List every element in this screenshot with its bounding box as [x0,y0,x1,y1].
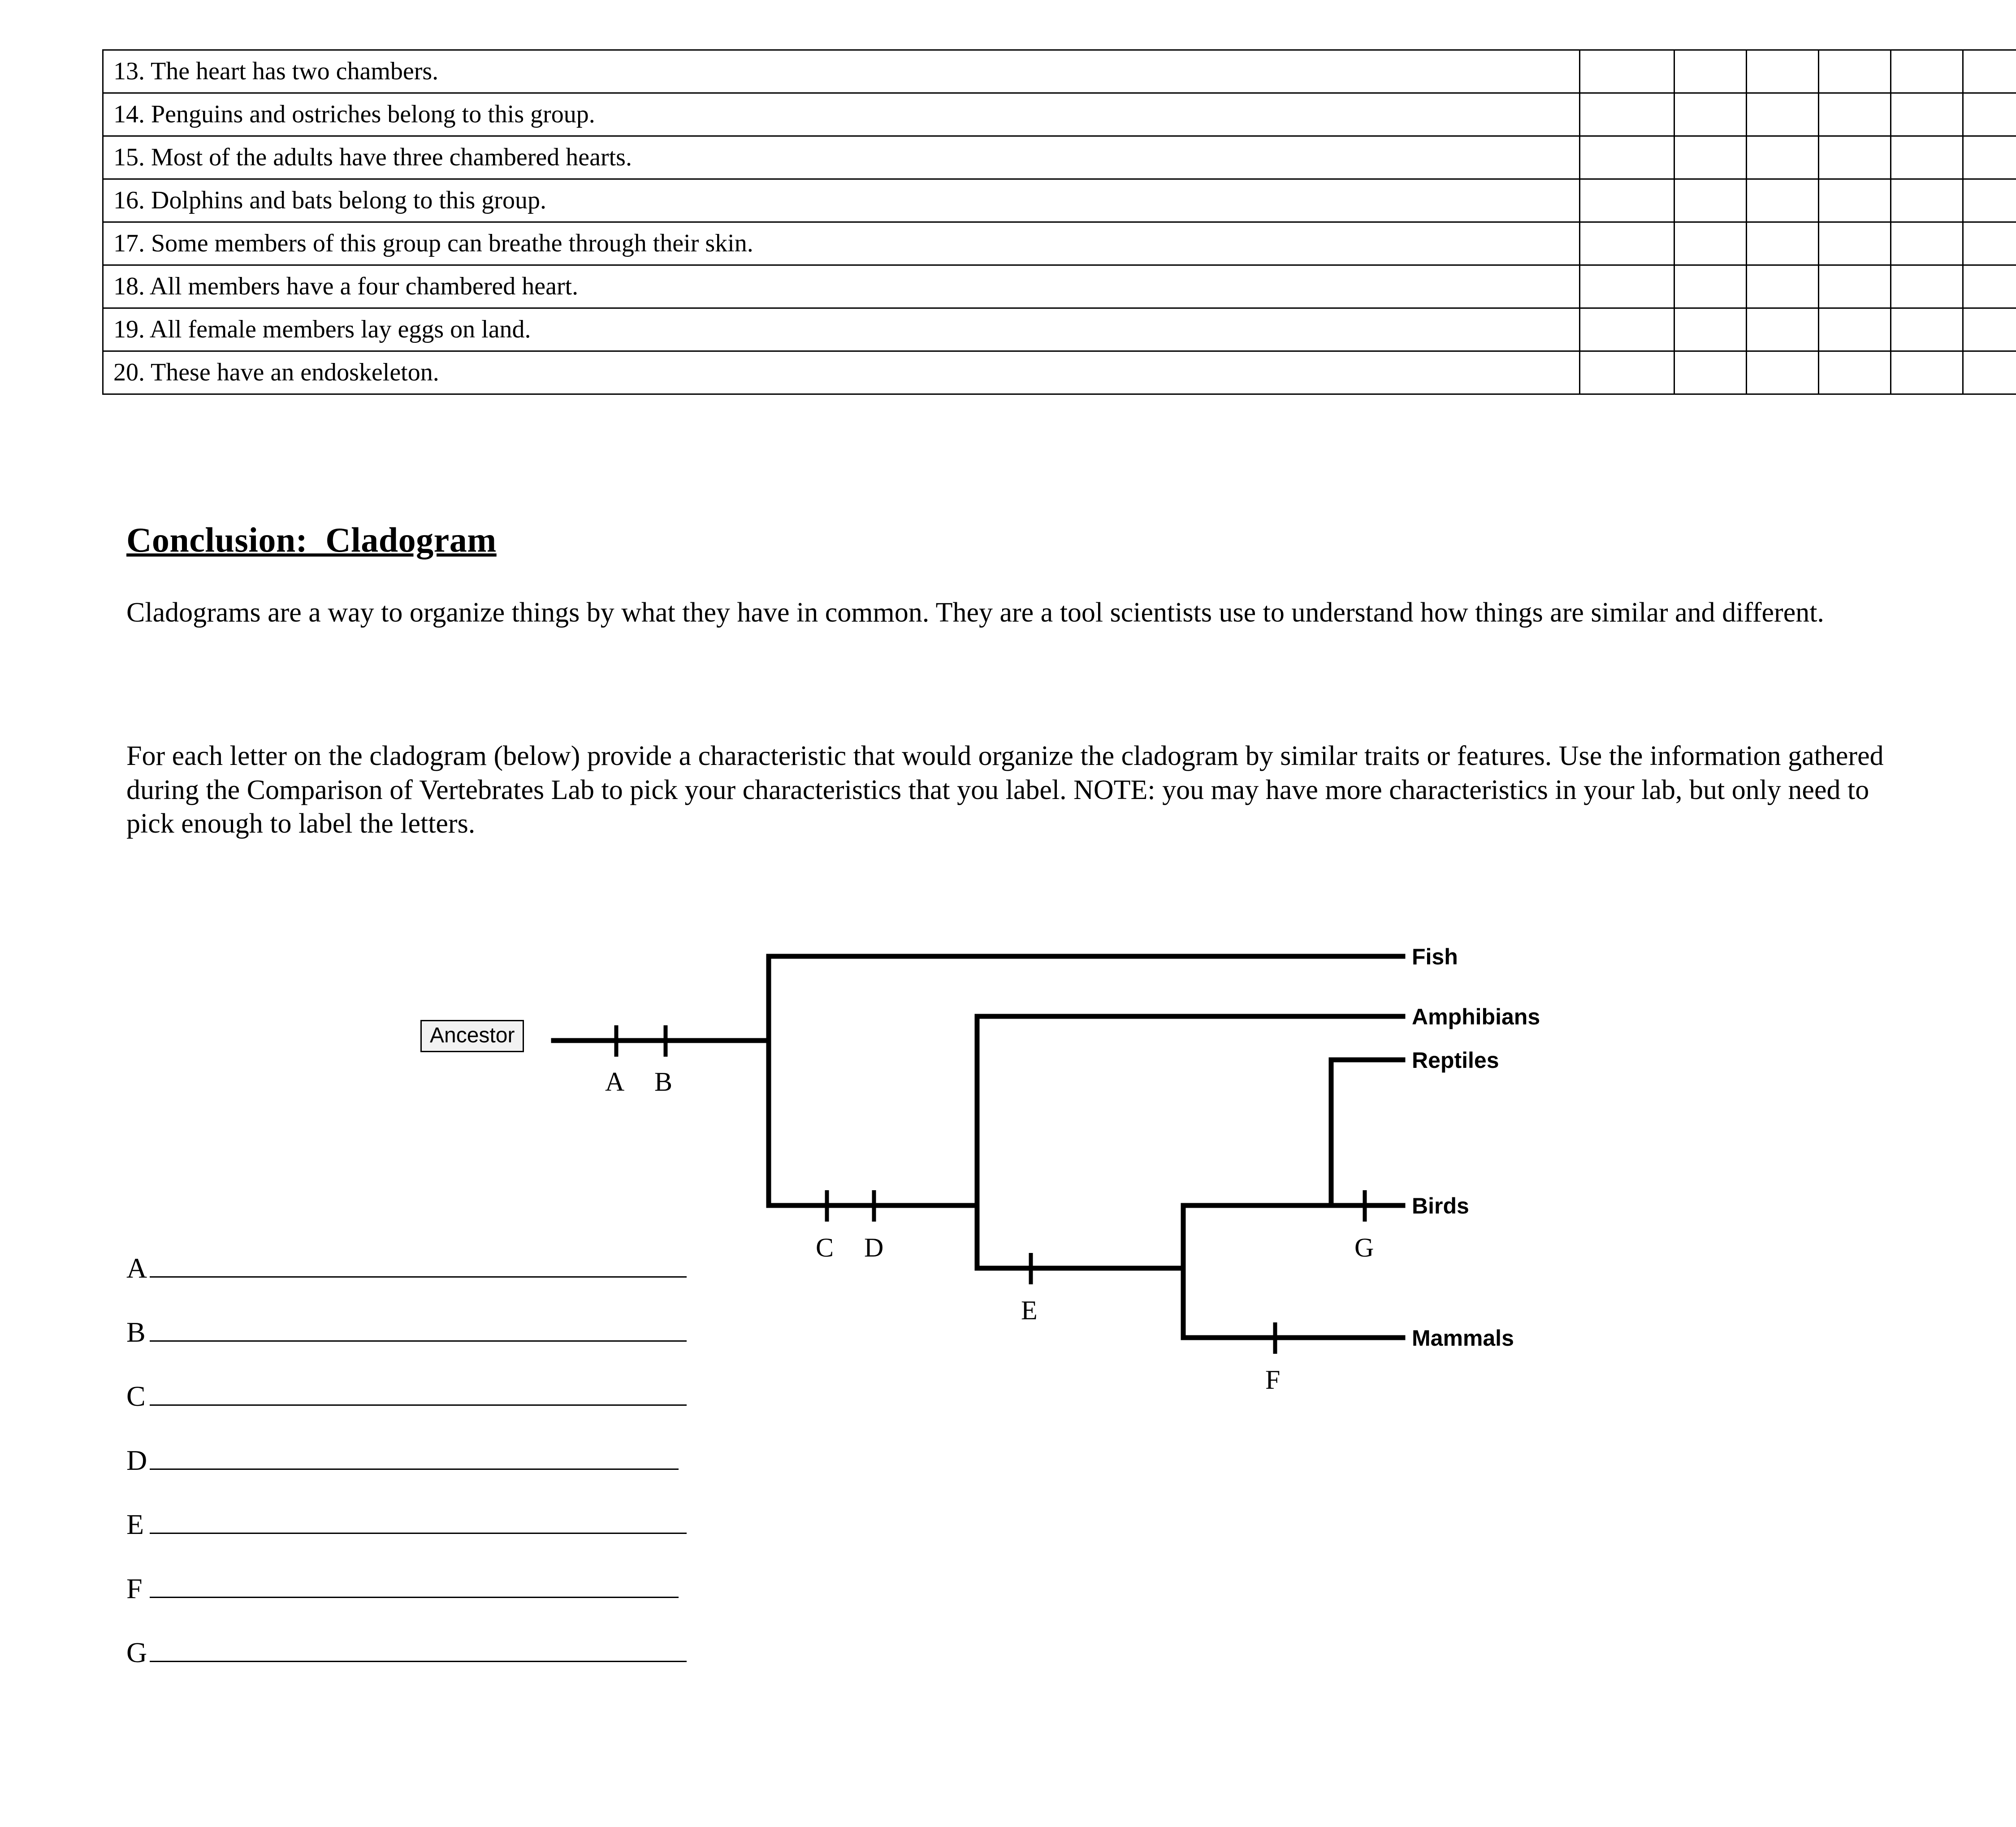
checkbox-cell[interactable] [1819,179,1891,222]
node-letter-b: B [654,1067,673,1097]
checkbox-cell[interactable] [1963,351,2016,394]
checkbox-cell[interactable] [1674,351,1747,394]
checkbox-cell[interactable] [1747,50,1819,93]
checkbox-cell[interactable] [1819,50,1891,93]
node-letter-g: G [1354,1233,1374,1262]
statement-cell: 19. All female members lay eggs on land. [103,308,1580,351]
checkbox-cell[interactable] [1891,308,1963,351]
checkbox-cell[interactable] [1891,351,1963,394]
statement-cell: 17. Some members of this group can breathe through their skin. [103,222,1580,265]
table-row [103,136,2016,179]
ancestor-node-label: Ancestor [420,1020,524,1052]
answer-input-c[interactable] [150,1378,687,1406]
tip-label-birds: Birds [1412,1193,1469,1218]
answer-label-e: E [126,1508,144,1540]
table-row [103,308,2016,351]
checkbox-cell[interactable] [1819,222,1891,265]
checkbox-cell[interactable] [1580,93,1674,136]
answer-row-d [126,1443,687,1507]
answer-label-g: G [126,1637,147,1668]
checkbox-cell[interactable] [1891,136,1963,179]
tip-label-amphibians: Amphibians [1412,1004,1540,1029]
answer-input-f[interactable] [150,1571,679,1598]
checkbox-cell[interactable] [1891,179,1963,222]
node-letter-e: E [1021,1296,1038,1325]
answer-input-d[interactable] [150,1443,679,1470]
checkbox-cell[interactable] [1674,222,1747,265]
checkbox-cell[interactable] [1580,308,1674,351]
answer-label-f: F [126,1572,143,1604]
checkbox-cell[interactable] [1580,265,1674,308]
checkbox-cell[interactable] [1819,308,1891,351]
table-row [103,222,2016,265]
checkbox-cell[interactable] [1747,136,1819,179]
answer-label-c: C [126,1380,146,1412]
answer-input-b[interactable] [150,1314,687,1342]
checkbox-cell[interactable] [1747,93,1819,136]
checkbox-cell[interactable] [1674,308,1747,351]
checkbox-cell[interactable] [1674,136,1747,179]
checkbox-cell[interactable] [1891,265,1963,308]
checkbox-cell[interactable] [1674,93,1747,136]
checkbox-cell[interactable] [1891,50,1963,93]
answer-input-e[interactable] [150,1507,687,1534]
checkbox-cell[interactable] [1963,93,2016,136]
instructions-paragraph: For each letter on the cladogram (below) provide a characteristic that would organize the cladogram by similar traits or features. Use the information gathered during the Comparison of Vertebrates Lab to pick your characteristics that you label. NOTE: you may have more characteristics in your lab, but only need to pick enough to label the letters. [126,741,1884,839]
answer-label-a: A [126,1252,147,1284]
tip-label-fish: Fish [1412,944,1458,969]
answer-row-g [126,1635,687,1699]
checkbox-cell[interactable] [1580,351,1674,394]
answer-row-e [126,1507,687,1571]
checkbox-cell[interactable] [1580,50,1674,93]
answer-input-g[interactable] [150,1635,687,1662]
checkbox-cell[interactable] [1747,308,1819,351]
checkbox-cell[interactable] [1580,179,1674,222]
answer-row-b [126,1314,687,1378]
node-letter-d: D [864,1233,884,1262]
table-row [103,93,2016,136]
statement-cell: 18. All members have a four chambered heart. [103,265,1580,308]
answer-row-f [126,1571,687,1635]
checkbox-cell[interactable] [1747,179,1819,222]
node-letter-a: A [605,1067,625,1097]
answer-row-a [126,1250,687,1314]
statement-cell: 13. The heart has two chambers. [103,50,1580,93]
intro-paragraph: Cladograms are a way to organize things by what they have in common. They are a tool scientists use to understand how things are similar and different. [126,597,1824,628]
checkbox-cell[interactable] [1674,265,1747,308]
checkbox-cell[interactable] [1963,308,2016,351]
table-row [103,50,2016,93]
checkbox-cell[interactable] [1819,265,1891,308]
checkbox-cell[interactable] [1963,222,2016,265]
statement-cell: 20. These have an endoskeleton. [103,351,1580,394]
tip-label-reptiles: Reptiles [1412,1048,1499,1073]
answer-label-b: B [126,1316,146,1348]
checkbox-cell[interactable] [1819,351,1891,394]
table-row [103,179,2016,222]
checkbox-cell[interactable] [1963,50,2016,93]
checkbox-cell[interactable] [1963,265,2016,308]
table-row [103,351,2016,394]
checkbox-cell[interactable] [1747,222,1819,265]
checkbox-cell[interactable] [1580,136,1674,179]
answer-row-c [126,1378,687,1443]
checkbox-cell[interactable] [1747,265,1819,308]
node-letter-c: C [816,1233,834,1262]
checkbox-cell[interactable] [1674,179,1747,222]
answer-label-d: D [126,1444,147,1476]
checkbox-cell[interactable] [1963,136,2016,179]
checkbox-cell[interactable] [1891,93,1963,136]
checkbox-cell[interactable] [1580,222,1674,265]
node-letter-f: F [1265,1365,1281,1395]
checkbox-cell[interactable] [1674,50,1747,93]
checkbox-cell[interactable] [1819,93,1891,136]
answer-blanks-list [126,1250,687,1699]
statement-cell: 15. Most of the adults have three chambered hearts. [103,136,1580,179]
answer-input-a[interactable] [150,1250,687,1278]
table-row [103,265,2016,308]
tip-label-mammals: Mammals [1412,1326,1514,1351]
checkbox-cell[interactable] [1747,351,1819,394]
checkbox-cell[interactable] [1963,179,2016,222]
page-title: Conclusion: Cladogram [126,520,497,559]
checkbox-cell[interactable] [1891,222,1963,265]
statement-cell: 16. Dolphins and bats belong to this group. [103,179,1580,222]
characteristics-table [102,49,1935,395]
checkbox-cell[interactable] [1819,136,1891,179]
statement-cell: 14. Penguins and ostriches belong to this group. [103,93,1580,136]
